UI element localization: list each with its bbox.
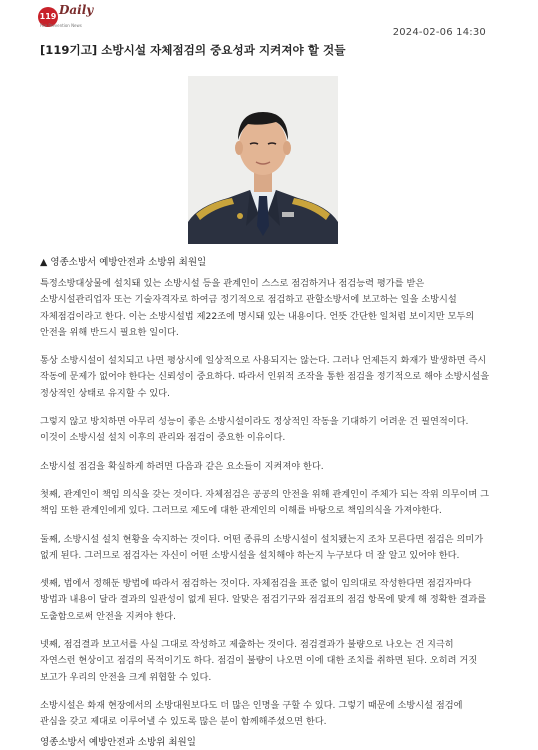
article-paragraph: 특정소방대상물에 설치돼 있는 소방시설 등을 관계인이 스스로 점검하거나 점검능력 평가를 받은 소방시설관리업자 또는 기술자격자로 하여금 정기적으로 점검하고 관할소방서에 보고하는 일을 소방시설 자체점검이라고 한다. 이는 소방시설법 제22조에 명시돼 있는 내용이다. 언뜻 간단한 일처럼 보이지만 모두의 안전을 위해 반드시 필요한 일이다. (40, 278, 475, 338)
logo-wordmark: Daily (59, 3, 94, 17)
article-paragraph: 첫째, 관계인이 책임 의식을 갖는 것이다. 자체점검은 공공의 안전을 위해 관계인이 주체가 되는 작위 의무이며 그 책임 또한 관계인에게 있다. 그러므로 제도에 대한 관계인의 이해를 바탕으로 책임의식을 가져야한다. (40, 488, 490, 517)
article-paragraph: 통상 소방시설이 설치되고 나면 평상시에 일상적으로 사용되지는 않는다. 그러나 언제든지 화재가 발생하면 즉시 작동에 문제가 없어야 한다는 신뢰성이 중요하다. 따라서 인위적 조작을 통한 점검을 정기적으로 해야 소방시설을 정상적인 상태로 유지할 수 있다. (40, 355, 490, 399)
author-portrait-image (188, 76, 338, 244)
site-header (0, 0, 538, 40)
article-paragraph: 소방시설 점검을 확실하게 하려면 다음과 같은 요소들이 지켜져야 한다. (40, 460, 324, 472)
article-paragraph: 셋째, 법에서 정해둔 방법에 따라서 점검하는 것이다. 자체점검을 표준 없이 임의대로 작성한다면 점검자마다 방법과 내용이 달라 결과의 일관성이 없게 된다. 알맞은 점검기구와 점검표의 점검 항목에 맞게 해 정확한 결과를 도출함으로써 안전을 지켜야 한다. (40, 578, 487, 622)
logo-tagline: Fire Prevention News (40, 23, 82, 28)
author-photo (188, 76, 338, 244)
article-paragraph: 둘째, 소방시설 설치 현황을 숙지하는 것이다. 어떤 종류의 소방시설이 설치됐는지 조차 모른다면 점검은 의미가 없게 된다. 그러므로 점검자는 자신이 어떤 소방시설을 설치해야 하는지 누구보다 더 잘 알고 있어야 한다. (40, 533, 484, 561)
logo-badge: 119 (38, 7, 58, 27)
photo-caption: ▲ 영종소방서 예방안전과 소방위 최원일 (40, 257, 207, 268)
site-logo[interactable] (38, 3, 100, 29)
article-paragraph: 넷째, 점검결과 보고서를 사실 그대로 작성하고 제출하는 것이다. 점검결과가 불량으로 나오는 건 지극히 자연스런 현상이고 점검의 목적이기도 하다. 점검이 불량이 나오면 이에 대한 조치를 취하면 된다. 오히려 거짓 보고가 우리의 안전을 크게 위협할 수 있다. (40, 639, 478, 683)
author-signoff: 영종소방서 예방안전과 소방위 최원일 (40, 737, 196, 748)
publish-timestamp: 2024-02-06 14:30 (392, 27, 486, 38)
article-paragraph: 그렇지 않고 방치하면 아무리 성능이 좋은 소방시설이라도 정상적인 작동을 기대하기 어려운 건 필연적이다. 이것이 소방시설 설치 이후의 관리와 점검이 중요한 이유이다. (40, 416, 469, 444)
article-paragraph: 소방시설은 화재 현장에서의 소방대원보다도 더 많은 인명을 구할 수 있다. 그렇기 때문에 소방시설 점검에 관심을 갖고 제대로 이루어낼 수 있도록 많은 분이 함께해주셨으면 한다. (40, 699, 463, 728)
article-title: [119기고] 소방시설 자체점검의 중요성과 지켜져야 할 것들 (40, 43, 346, 57)
article-body (40, 276, 490, 743)
